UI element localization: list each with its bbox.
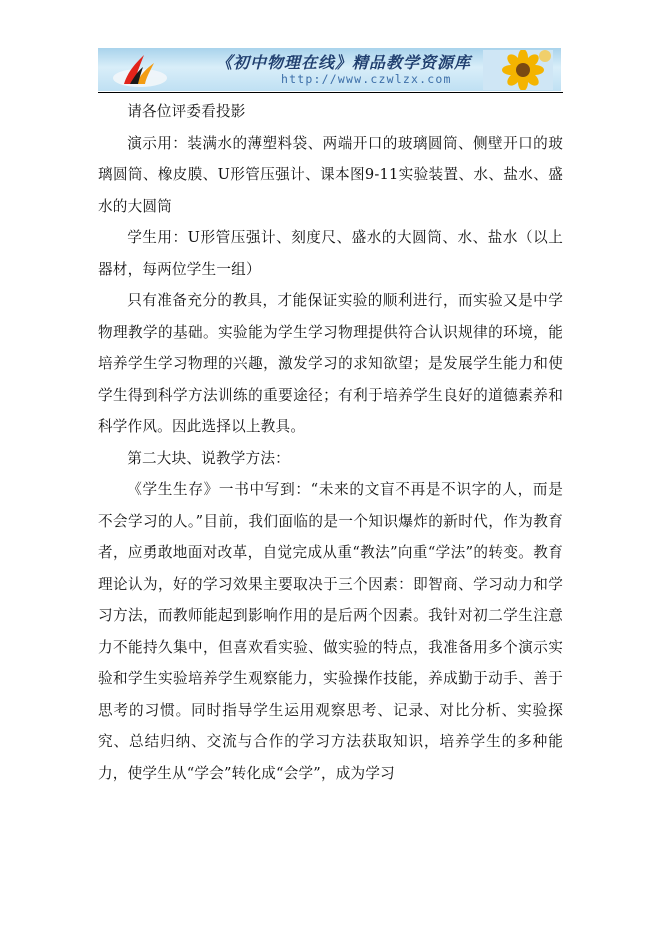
- paragraph-projection: 请各位评委看投影: [127, 103, 246, 120]
- header-divider: [98, 92, 563, 93]
- header-banner: [98, 48, 561, 91]
- sunflower-icon: [483, 50, 553, 90]
- czwlzx-logo-icon: [110, 51, 170, 89]
- paragraph-teaching-method: 《学生生存》一书中写到：“未来的文盲不再是不识字的人，而是不会学习的人。”目前，我们面临的是一个知识爆炸的新时代，作为教育者，应勇敢地面对改革，自觉完成从重“教法”向重“学法”的转变。教育理论认为，好的学习效果主要取决于三个因素：即智商、学习动力和学习方法，而教师能起到影响作用的是后两个因素。我针对初二学生注意力不能持久集中，但喜欢看实验、做实验的特点，我准备用多个演示实验和学生实验培养学生观察能力，实验操作技能，养成勤于动手、善于思考的习惯。同时指导学生运用观察思考、记录、对比分析、实验探究、总结归纳、交流与合作的学习方法获取知识，培养学生的多种能力，使学生从“学会”转化成“会学”，成为学习: [98, 481, 563, 782]
- paragraph-demo-equipment: 演示用：装满水的薄塑料袋、两端开口的玻璃圆筒、侧壁开口的玻璃圆筒、橡皮膜、U形管压强计、课本图9-11实验装置、水、盐水、盛水的大圆筒: [98, 134, 563, 215]
- paragraph-equipment-rationale: 只有准备充分的教具，才能保证实验的顺利进行，而实验又是中学物理教学的基础。实验能为学生学习物理提供符合认识规律的环境，能培养学生学习物理的兴趣，激发学习的求知欲望；是发展学生能力和使学生得到科学方法训练的重要途径；有利于培养学生良好的道德素养和科学作风。因此选择以上教具。: [98, 292, 563, 435]
- section-heading-teaching-method: 第二大块、说教学方法：: [127, 449, 290, 467]
- site-title: 《初中物理在线》精品教学资源库: [216, 53, 472, 72]
- paragraph-student-equipment: 学生用：U形管压强计、刻度尺、盛水的大圆筒、水、盐水（以上器材，每两位学生一组）: [98, 229, 563, 278]
- document-body: [98, 96, 563, 789]
- site-url: http://www.czwlzx.com: [281, 72, 452, 86]
